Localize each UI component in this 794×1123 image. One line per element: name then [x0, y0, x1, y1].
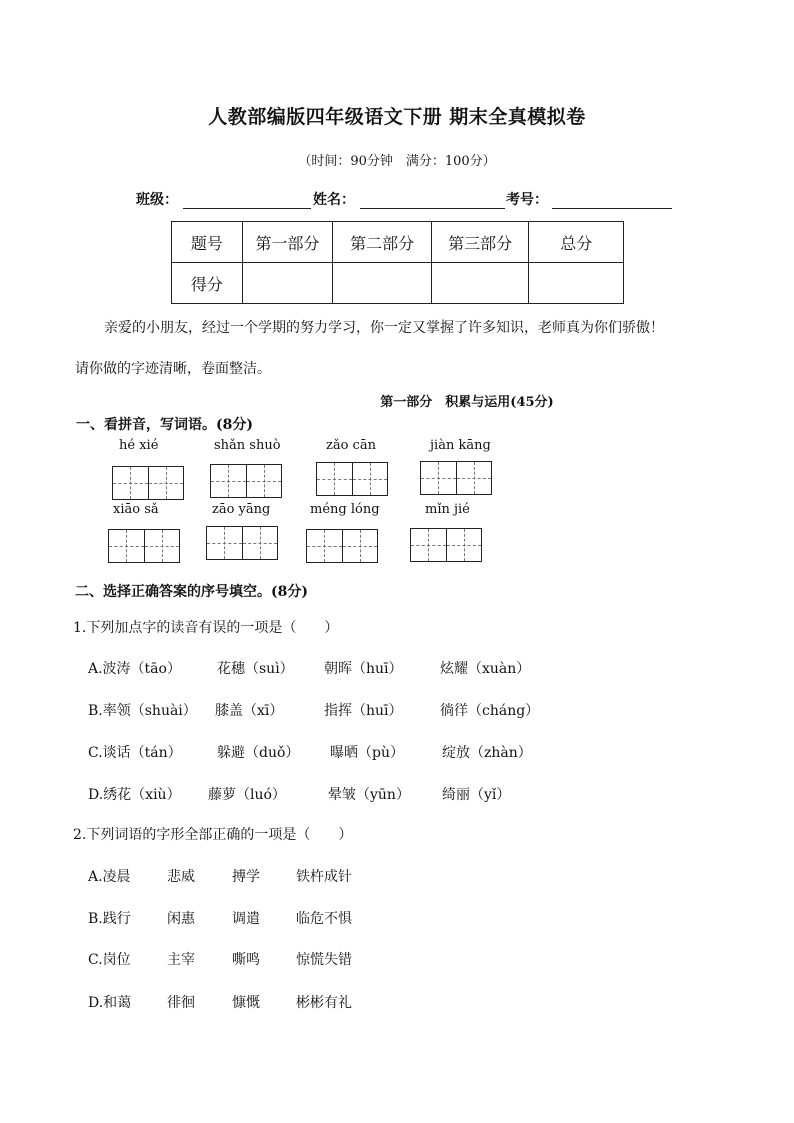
header-cell: 第三部分	[431, 222, 529, 263]
option-d-item: 晕皱（yūn）	[328, 787, 410, 803]
header-cell: 第一部分	[242, 222, 333, 263]
writing-grid[interactable]	[206, 526, 278, 560]
writing-grid[interactable]	[108, 529, 180, 563]
option-c-item: 主宰	[167, 952, 195, 968]
option-d-item: 藤萝（luó）	[208, 787, 286, 803]
option-a-item: 炫耀（xuàn）	[440, 661, 531, 677]
pinyin-label: hé xié	[119, 438, 159, 453]
writing-grid[interactable]	[316, 462, 388, 496]
intro-line-1: 亲爱的小朋友，经过一个学期的努力学习，你一定又掌握了许多知识，老师真为你们骄傲！	[104, 320, 664, 336]
header-cell: 第二部分	[333, 222, 432, 263]
pinyin-label: jiàn kāng	[430, 438, 491, 453]
score-cell-part3[interactable]	[431, 263, 529, 304]
option-b-item: 调遣	[232, 911, 260, 927]
score-cell-part1[interactable]	[242, 263, 333, 304]
number-label: 考号：	[506, 192, 548, 208]
section-1-title: 第一部分 积累与运用(45分)	[380, 395, 554, 410]
option-b-item: B.践行	[88, 911, 131, 927]
option-b-item: B.率领（shuài）	[88, 703, 197, 719]
option-c-item: C.岗位	[88, 952, 131, 968]
option-d-item: D.和蔼	[88, 995, 132, 1011]
option-c-item: 曝晒（pù）	[330, 745, 404, 761]
page-title: 人教部编版四年级语文下册 期末全真模拟卷	[208, 106, 586, 128]
option-c-item: C.谈话（tán）	[88, 745, 182, 761]
header-cell: 题号	[172, 222, 243, 263]
option-b-item: 指挥（huī）	[324, 703, 403, 719]
option-d-item: 徘徊	[167, 995, 195, 1011]
option-b-item: 徜徉（cháng）	[440, 703, 540, 719]
score-table-score-row	[172, 263, 624, 304]
option-d-item: 彬彬有礼	[296, 995, 352, 1011]
option-a-item: 悲威	[167, 869, 195, 885]
option-c-item: 躲避（duǒ）	[217, 745, 300, 761]
score-cell-total[interactable]	[529, 263, 624, 304]
option-c-item: 绽放（zhàn）	[442, 745, 532, 761]
option-d-item: 绮丽（yǐ）	[442, 787, 511, 803]
option-c-item: 嘶鸣	[232, 952, 260, 968]
option-a-item: A.波涛（tāo）	[88, 661, 181, 677]
number-blank[interactable]	[552, 208, 672, 209]
intro-line-2: 请你做的字迹清晰，卷面整洁。	[75, 361, 271, 377]
score-table-header-row	[172, 222, 624, 263]
sub-question-2-stem: 2.下列词语的字形全部正确的一项是（ ）	[73, 827, 353, 843]
option-a-item: 朝晖（huī）	[324, 661, 403, 677]
score-row-label: 得分	[172, 263, 243, 304]
question-2-heading: 二、选择正确答案的序号填空。(8分)	[75, 584, 308, 600]
pinyin-label: shǎn shuò	[214, 438, 281, 453]
pinyin-label: zāo yāng	[212, 502, 271, 517]
option-a-item: 铁杵成针	[296, 869, 352, 885]
pinyin-label: zǎo cān	[326, 438, 376, 453]
option-b-item: 临危不惧	[296, 911, 352, 927]
option-a-item: A.凌晨	[88, 869, 131, 885]
writing-grid[interactable]	[210, 464, 282, 498]
score-cell-part2[interactable]	[333, 263, 432, 304]
option-c-item: 惊慌失错	[296, 952, 352, 968]
score-table	[171, 221, 624, 304]
class-label: 班级：	[136, 192, 178, 208]
question-1-heading: 一、看拼音，写词语。(8分)	[76, 417, 253, 433]
name-blank[interactable]	[360, 208, 505, 209]
exam-duration-score: （时间：90分钟 满分：100分）	[298, 154, 496, 169]
writing-grid[interactable]	[410, 528, 482, 562]
header-cell: 总分	[529, 222, 624, 263]
option-a-item: 花穗（suì）	[217, 661, 294, 677]
option-d-item: D.绣花（xiù）	[88, 787, 181, 803]
option-b-item: 膝盖（xī）	[215, 703, 284, 719]
pinyin-label: xiāo sǎ	[113, 502, 159, 517]
sub-question-1-stem: 1.下列加点字的读音有误的一项是（ ）	[73, 620, 339, 636]
writing-grid[interactable]	[112, 466, 184, 500]
option-a-item: 搏学	[232, 869, 260, 885]
writing-grid[interactable]	[306, 529, 378, 563]
writing-grid[interactable]	[420, 461, 492, 495]
class-blank[interactable]	[183, 208, 311, 209]
pinyin-label: mǐn jié	[425, 502, 470, 517]
option-d-item: 慷慨	[232, 995, 260, 1011]
name-label: 姓名：	[313, 192, 355, 208]
option-b-item: 闲惠	[167, 911, 195, 927]
pinyin-label: méng lóng	[310, 502, 380, 517]
